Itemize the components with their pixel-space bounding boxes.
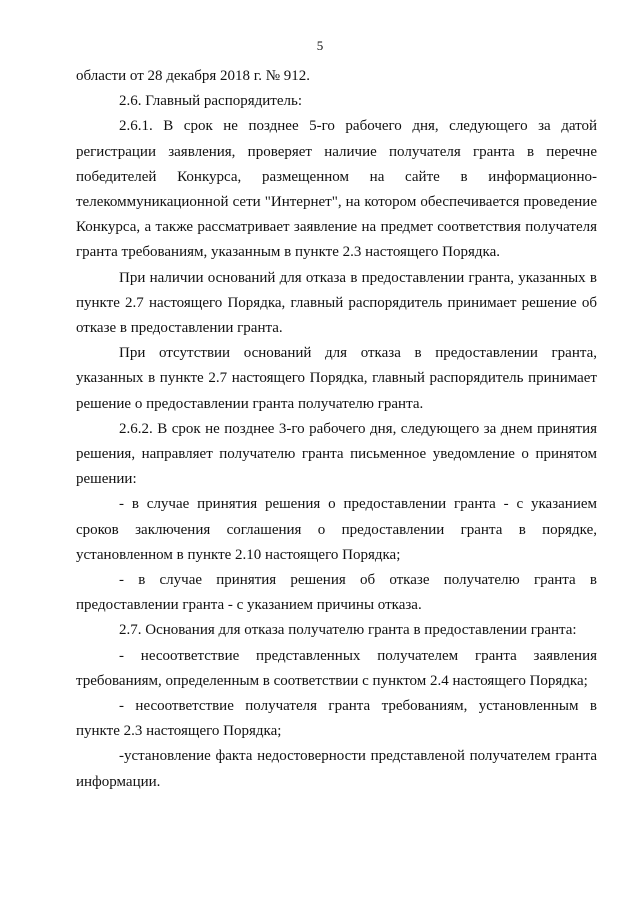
paragraph-refusal-grounds-present: При наличии оснований для отказа в предоставлении гранта, указанных в пункте 2.7 настоящего Порядка, главный распорядитель принимает решение об отказе в предоставлении гранта. [76, 269, 597, 337]
paragraph-continuation: области от 28 декабря 2018 г. № 912. [76, 68, 311, 84]
paragraph-2-6-2: 2.6.2. В срок не позднее 3-го рабочего дня, следующего за днем принятия решения, направляет получателю гранта письменное уведомление о принятом решении: [76, 420, 597, 488]
list-item-grant-decision: - в случае принятия решения о предоставлении гранта - с указанием сроков заключения соглашения о предоставлении гранта в порядке, установленном в пункте 2.10 настоящего Порядка; [76, 496, 597, 563]
list-item-application-mismatch: - несоответствие представленных получателем гранта заявления требованиям, определенным в соответствии с пунктом 2.4 настоящего Порядка; [76, 647, 597, 689]
document-body [76, 64, 597, 795]
paragraph-2-7-heading: 2.7. Основания для отказа получателю гранта в предоставлении гранта: [119, 622, 577, 639]
list-item-refusal-decision: - в случае принятия решения об отказе получателю гранта в предоставлении гранта - с указанием причины отказа. [76, 572, 597, 614]
paragraph-2-6-1: 2.6.1. В срок не позднее 5-го рабочего дня, следующего за датой регистрации заявления, проверяет наличие получателя гранта в перечне победителей Конкурса, размещенном на сайте в информационно-телекоммуникационной сети "Интернет", на котором обеспечивается проведение Конкурса, а также рассматривает заявление на предмет соответствия получателя гранта требованиям, указанным в пункте 2.3 настоящего Порядка. [76, 118, 597, 261]
page-number: 5 [316, 38, 324, 53]
list-item-recipient-mismatch: - несоответствие получателя гранта требованиям, установленным в пункте 2.3 настоящего Порядка; [76, 698, 597, 740]
list-item-unreliable-info: -установление факта недостоверности представленой получателем гранта информации. [76, 748, 597, 790]
paragraph-2-6-heading: 2.6. Главный распорядитель: [119, 93, 303, 110]
paragraph-refusal-grounds-absent: При отсутствии оснований для отказа в предоставлении гранта, указанных в пункте 2.7 настоящего Порядка, главный распорядитель принимает решение о предоставлении гранта получателю гранта. [76, 345, 597, 412]
